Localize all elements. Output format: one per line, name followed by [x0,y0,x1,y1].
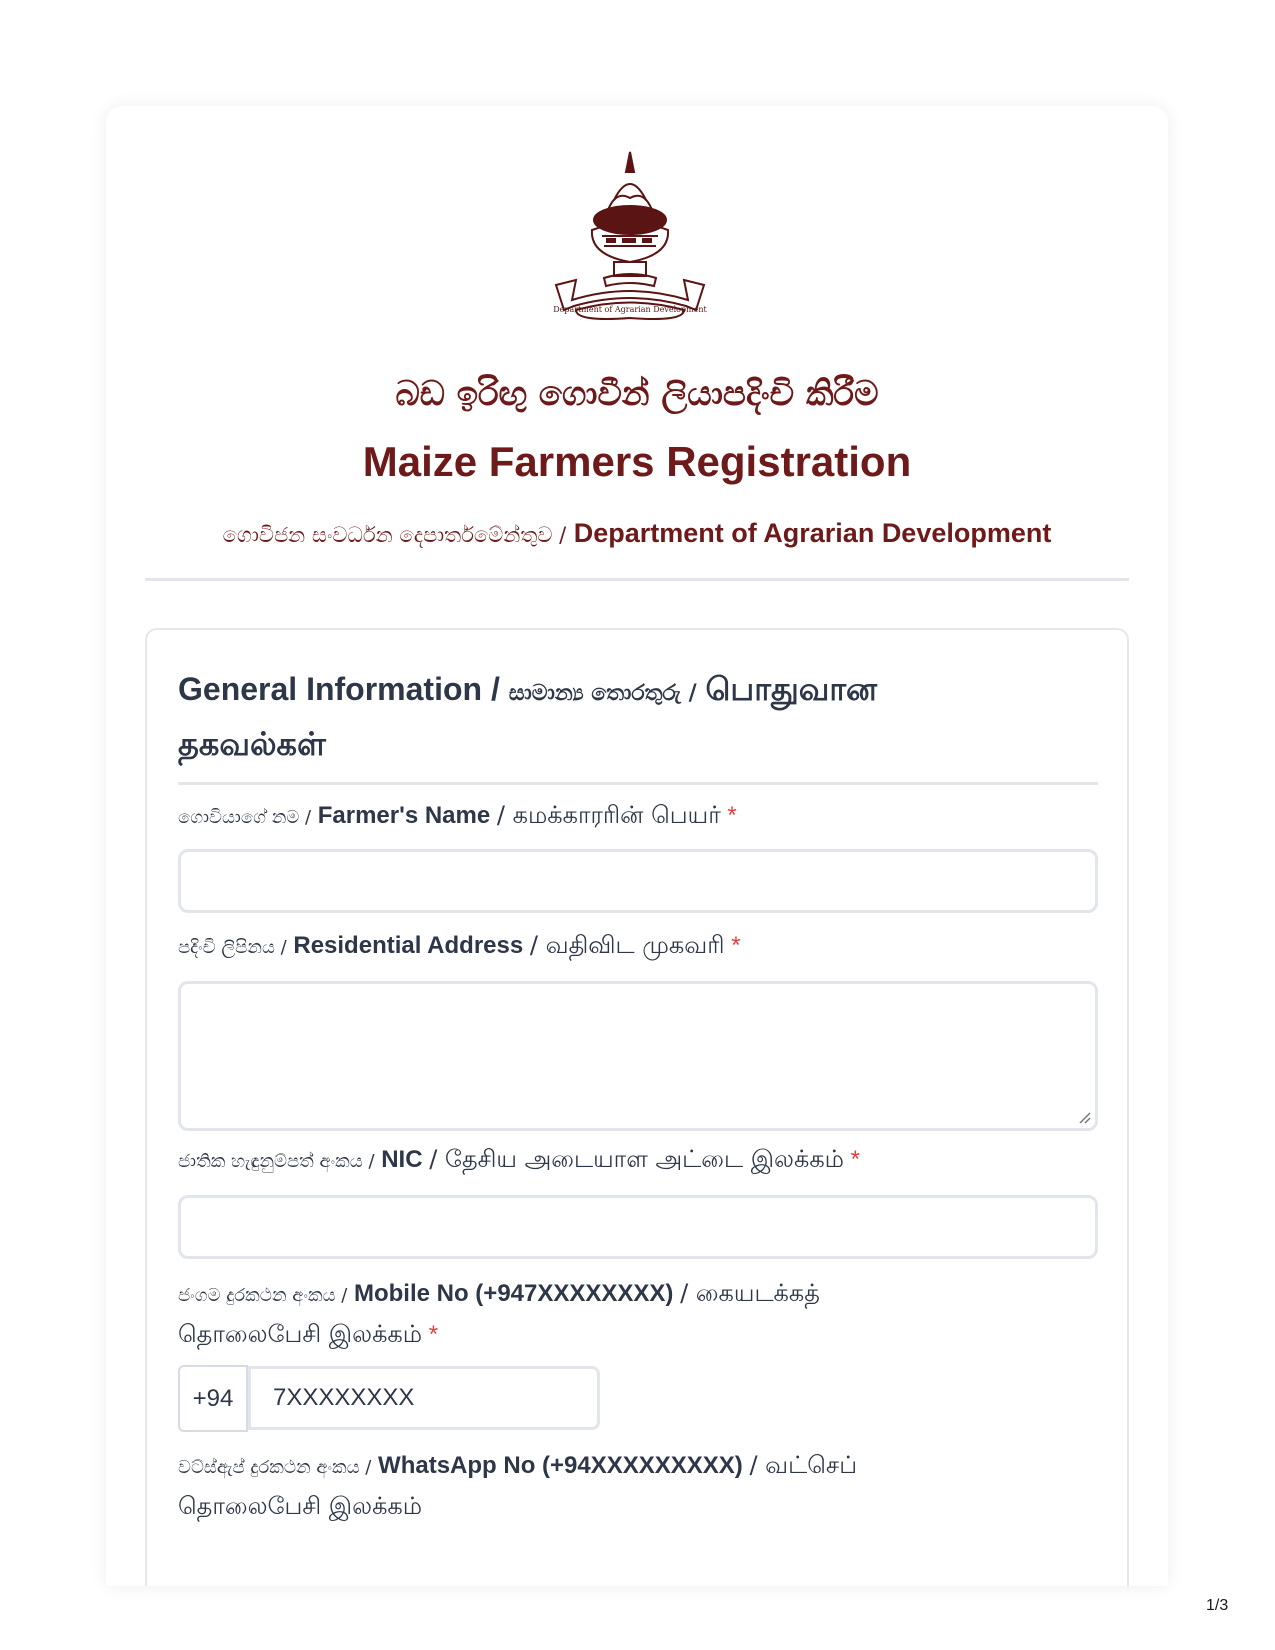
registration-form-card [106,106,1168,1586]
mobile-label [178,1274,938,1354]
label-sinhala: වට්ස්ඇප් දුරකථන අංකය / [178,1457,372,1478]
label-sinhala: ජංගම දුරකථන අංකය / [178,1285,348,1306]
label-sinhala: ජාතික හැඳුනුම්පත් අංකය / [178,1151,375,1172]
label-tamil: / கமக்காரரின் பெயர் [496,801,721,829]
department-logo [546,150,726,325]
label-english: Farmer's Name [317,802,491,829]
nic-input[interactable] [178,1195,1098,1259]
label-tamil: / வதிவிட முகவரி [529,931,725,959]
required-marker: * [731,932,741,959]
department-emblem-icon [546,150,726,325]
department-english: Department of Agrarian Development [573,518,1052,548]
required-marker: * [428,1321,439,1348]
section-title [178,664,1018,769]
farmer-name-label [178,796,938,837]
required-marker: * [727,802,737,829]
label-tamil: / தேசிய அடையாள அட்டை இலக்கம் [429,1145,844,1173]
whatsapp-label [178,1446,938,1526]
department-sinhala: ගොවිජන සංවර්ධන දෙපාර්තමේන්තුව / [222,523,567,547]
label-english: Residential Address [293,932,524,959]
section-divider [178,782,1098,785]
label-english: WhatsApp No (+94XXXXXXXXX) [378,1452,743,1479]
label-tamil: / வட்செப் தொலைபேசி இலக்கம் [178,1451,858,1520]
section-title-english: General Information / [178,671,500,707]
svg-text:Department of Agrarian Develop: Department of Agrarian Development [553,305,707,314]
required-marker: * [850,1146,860,1173]
label-english: Mobile No (+947XXXXXXXX) [353,1280,674,1307]
label-sinhala: පදිංචි ලිපිනය / [178,937,287,958]
title-sinhala: බඩ ඉරිඟු ගොවීන් ලියාපදිංචි කිරීම [395,374,879,414]
label-tamil: / கையடக்கத் தொலைபேசி இலக்கம் [178,1279,820,1348]
country-code-prefix: +94 [178,1365,248,1432]
general-information-section [145,628,1129,1586]
header-divider [145,578,1129,581]
label-english: NIC [381,1146,423,1173]
page-title: Maize Farmers Registration [362,438,912,485]
page-number: 1/3 [1206,1597,1229,1614]
label-sinhala: ගොවියාගේ නම / [178,807,312,828]
mobile-number-input[interactable]: 7XXXXXXXX [248,1366,600,1430]
nic-label [178,1140,938,1181]
section-title-tamil: பொதுவான தகவல்கள் [178,670,878,763]
farmer-name-input[interactable] [178,849,1098,913]
residential-address-textarea[interactable] [178,981,1098,1131]
resize-handle-icon[interactable] [1077,1110,1091,1124]
residential-address-label [178,926,938,967]
section-title-sinhala: සාමාන්‍ය තොරතුරු / [508,681,697,706]
department-name [106,518,1168,549]
